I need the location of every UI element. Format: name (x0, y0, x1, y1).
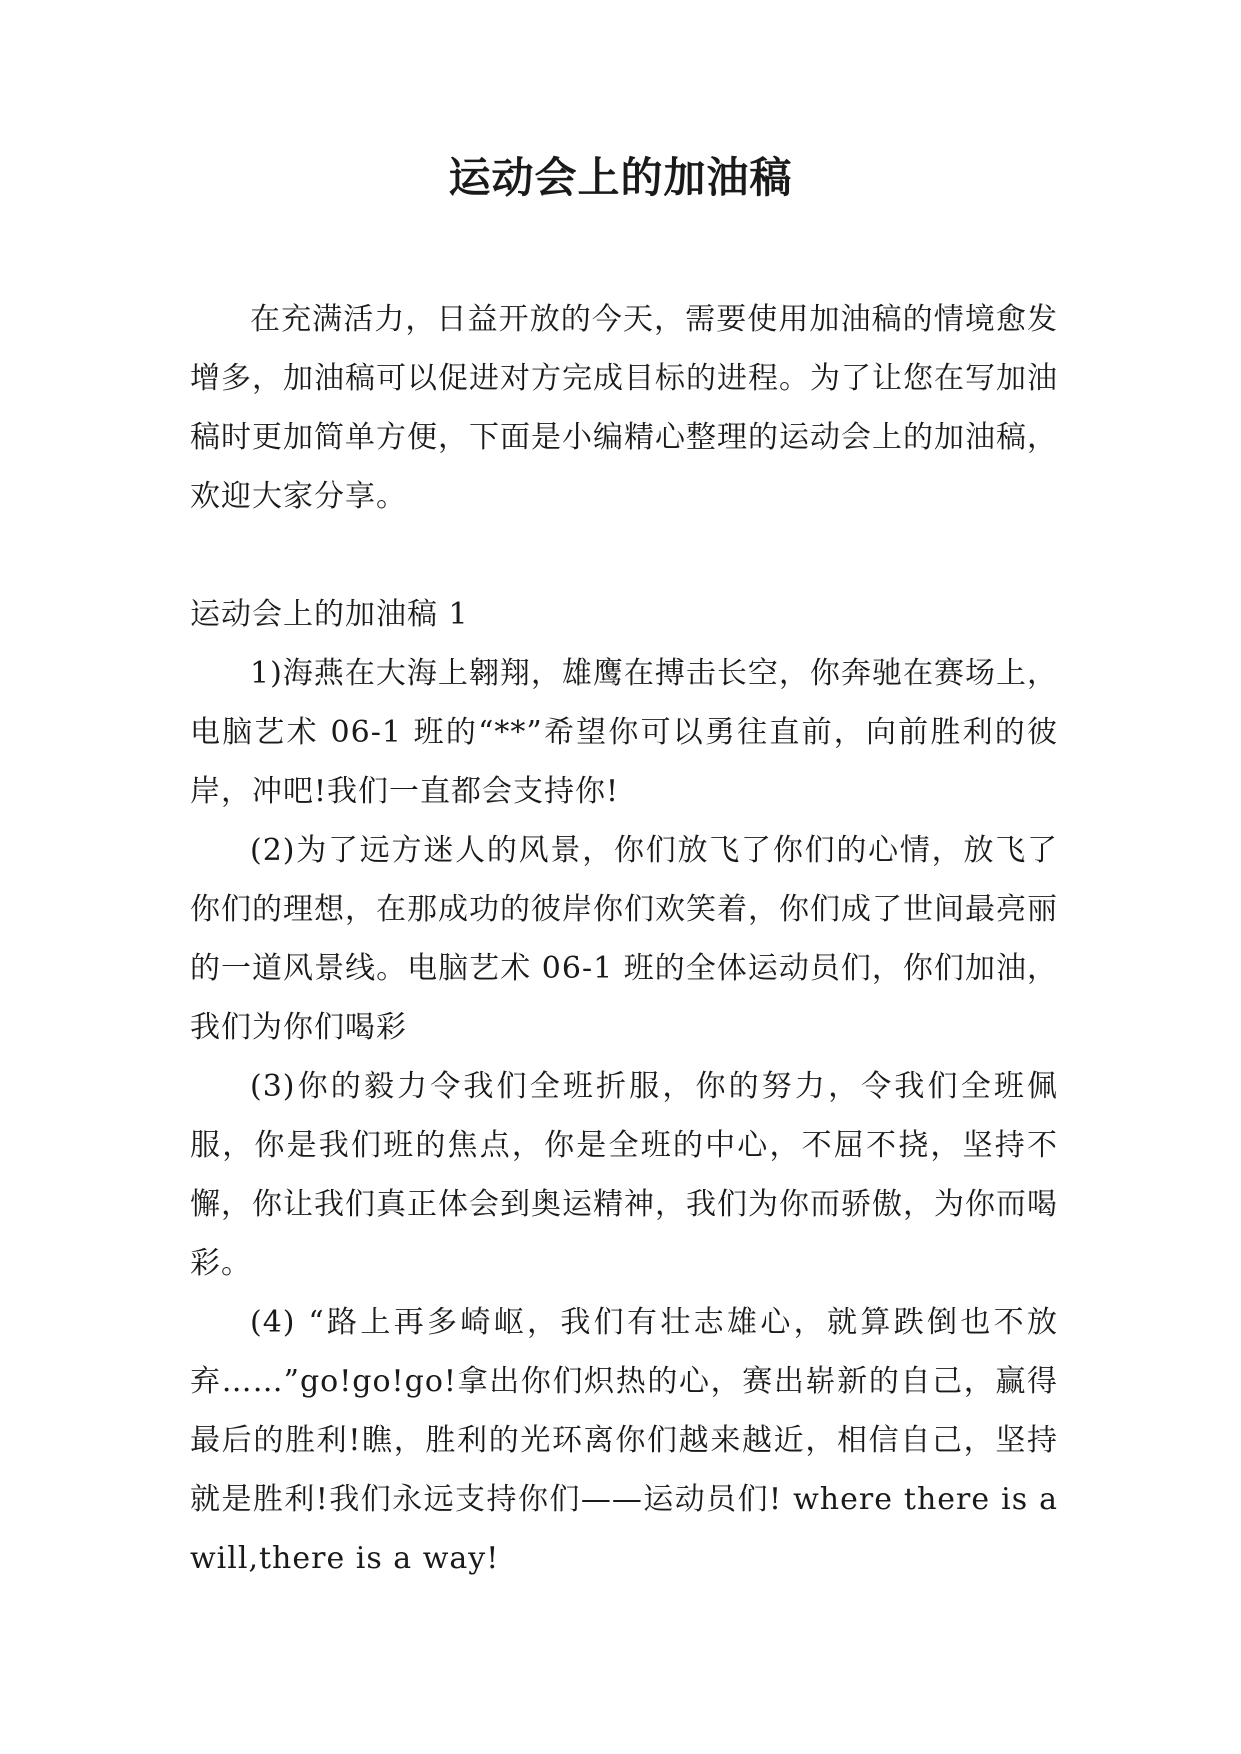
document-title: 运动会上的加油稿 (448, 153, 793, 202)
cheer-paragraph-1: 1)海燕在大海上翱翔，雄鹰在搏击长空，你奔驰在赛场上，电脑艺术 06-1 班的“**”希望你可以勇往直前，向前胜利的彼岸，冲吧!我们一直都会支持你! (190, 656, 1058, 809)
cheer-paragraph-2: (2)为了远方迷人的风景，你们放飞了你们的心情，放飞了你们的理想，在那成功的彼岸你们欢笑着，你们成了世间最亮丽的一道风景线。电脑艺术 06-1 班的全体运动员们，你们加油，我们为你们喝彩 (190, 833, 1058, 1045)
section-heading: 运动会上的加油稿 1 (190, 597, 469, 632)
cheer-paragraph-3: (3)你的毅力令我们全班折服，你的努力，令我们全班佩服，你是我们班的焦点，你是全班的中心，不屈不挠，坚持不懈，你让我们真正体会到奥运精神，我们为你而骄傲，为你而喝彩。 (190, 1069, 1058, 1281)
cheer-paragraph-4: (4) “路上再多崎岖，我们有壮志雄心，就算跌倒也不放弃……”go!go!go!拿出你们炽热的心，赛出崭新的自己，赢得最后的胜利!瞧，胜利的光环离你们越来越近，相信自己，坚持就是胜利!我们永远支持你们——运动员们! where there is a will,there is a way! (190, 1305, 1058, 1576)
intro-paragraph: 在充满活力，日益开放的今天，需要使用加油稿的情境愈发增多，加油稿可以促进对方完成目标的进程。为了让您在写加油稿时更加简单方便，下面是小编精心整理的运动会上的加油稿，欢迎大家分享。 (190, 302, 1058, 514)
document-body (190, 290, 1058, 1588)
